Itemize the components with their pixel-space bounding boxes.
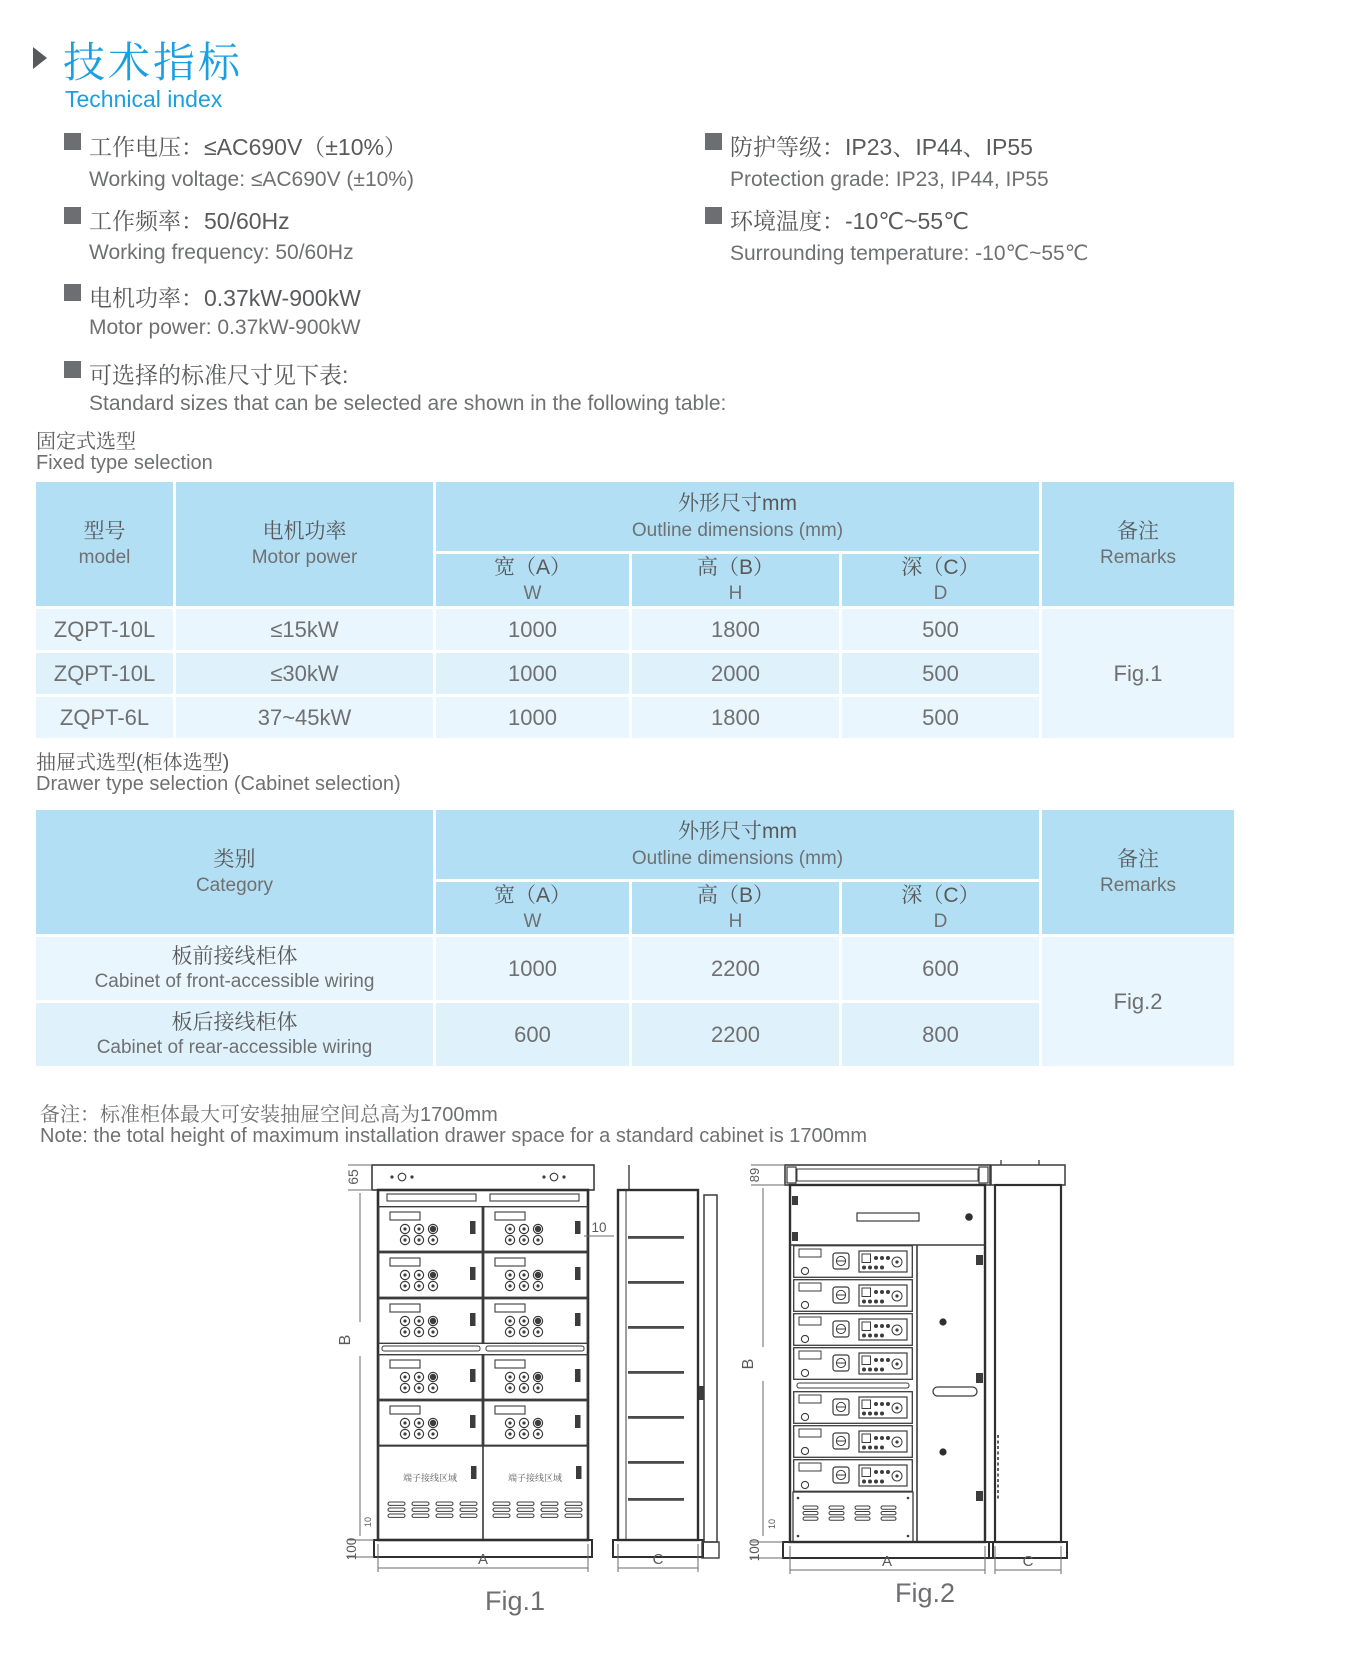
col-header-model	[36, 482, 176, 609]
fixed-type-table	[36, 482, 1237, 741]
fig2-drawing	[695, 1140, 1115, 1640]
table-cell-width: 600	[436, 1003, 632, 1069]
header-label-cn: 备注	[1117, 520, 1159, 543]
table-cell-model: ZQPT-10L	[36, 609, 176, 653]
bullet-square-icon	[64, 133, 81, 150]
table-cell-depth: 500	[842, 609, 1042, 653]
header-label-en: Outline dimensions (mm)	[631, 847, 844, 869]
header-label-en: Outline dimensions (mm)	[631, 519, 844, 541]
table-cell-height: 1800	[632, 697, 842, 741]
dim-label-C: C	[652, 1551, 664, 1568]
fig1-caption: Fig.1	[484, 1586, 546, 1616]
col-header-remarks	[1042, 810, 1237, 937]
dim-label-B: B	[740, 1358, 757, 1370]
fig2-vent-area	[793, 1492, 913, 1542]
header-label-cn: 类别	[213, 848, 256, 871]
fixed-section-title-en: Fixed type selection	[36, 452, 213, 474]
table-cell-depth: 500	[842, 697, 1042, 741]
page-subtitle: Technical index	[65, 86, 223, 112]
terminal-area-label: 端子接线区域	[402, 1473, 458, 1483]
note-en: Note: the total height of maximum installation drawer space for a standard cabinet is 1700mm	[40, 1125, 868, 1147]
category-cn: 板后接线柜体	[171, 1011, 298, 1035]
header-label-cn: 电机功率	[262, 520, 347, 543]
fig1-side-view	[613, 1165, 703, 1557]
header-label-cn: 外形尺寸mm	[678, 820, 797, 844]
dim-label-89: 89	[747, 1167, 762, 1183]
header-label-en: Motor power	[251, 547, 358, 569]
spec-motor-power-en: Motor power: 0.37kW-900kW	[89, 316, 361, 339]
table-cell-height: 2200	[632, 1003, 842, 1069]
fig2-front-view	[783, 1165, 993, 1558]
drawer-type-table	[36, 810, 1237, 1069]
header-label-cn: 深（C）	[901, 556, 980, 579]
drawer-section-title-cn: 抽屉式选型(柜体选型)	[36, 752, 230, 774]
header-label-cn: 外形尺寸mm	[678, 492, 797, 516]
header-label-en: D	[933, 911, 948, 933]
header-label-en: W	[523, 911, 542, 933]
col-header-remarks	[1042, 482, 1237, 609]
bullet-square-icon	[64, 284, 81, 301]
dim-label-10-small: 10	[363, 1516, 373, 1528]
title-arrow-icon	[33, 47, 47, 69]
table-cell-power: 37~45kW	[176, 697, 436, 741]
spec-voltage-cn: 工作电压：≤AC690V（±10%）	[89, 134, 407, 160]
bullet-square-icon	[705, 133, 722, 150]
header-label-en: H	[728, 911, 743, 933]
table-cell-category	[36, 937, 436, 1003]
header-label-en: Remarks	[1099, 547, 1176, 569]
dim-label-65: 65	[345, 1169, 361, 1185]
fig2-dimensions	[751, 1165, 1061, 1574]
header-label-en: Remarks	[1099, 875, 1176, 897]
header-label-cn: 宽（A）	[493, 884, 571, 907]
dim-label-100: 100	[344, 1537, 359, 1561]
col-header-width	[436, 554, 632, 609]
spec-temperature-en: Surrounding temperature: -10℃~55℃	[730, 242, 1089, 265]
dim-label-10-top: 10	[591, 1220, 607, 1235]
col-header-height	[632, 554, 842, 609]
table-cell-width: 1000	[436, 653, 632, 697]
header-label-cn: 高（B）	[696, 556, 774, 579]
page-title: 技术指标	[63, 39, 244, 86]
spec-voltage-en: Working voltage: ≤AC690V (±10%)	[89, 168, 414, 191]
header-label-cn: 型号	[83, 520, 126, 543]
col-header-depth	[842, 882, 1042, 937]
header-label-en: Category	[195, 875, 274, 897]
fig1-drawing	[330, 1140, 730, 1640]
header-label-en: model	[78, 547, 131, 569]
table-cell-depth: 500	[842, 653, 1042, 697]
fig2-side-view	[989, 1160, 1067, 1558]
spec-frequency-en: Working frequency: 50/60Hz	[89, 241, 354, 264]
table-cell-height: 1800	[632, 609, 842, 653]
category-en: Cabinet of front-accessible wiring	[94, 971, 375, 993]
table-cell-height: 2200	[632, 937, 842, 1003]
fig1-front-view	[372, 1165, 594, 1557]
note-cn: 备注：标准柜体最大可安装抽屉空间总高为1700mm	[40, 1104, 498, 1126]
dim-label-B: B	[337, 1334, 354, 1346]
drawer-section-title-en: Drawer type selection (Cabinet selection)	[36, 773, 401, 795]
dim-label-10-small: 10	[767, 1518, 777, 1530]
fig2-door-panel	[933, 1255, 983, 1501]
table-cell-model: ZQPT-6L	[36, 697, 176, 741]
table-cell-remark: Fig.1	[1042, 609, 1237, 741]
header-label-en: D	[933, 583, 948, 605]
col-header-outline-dimensions	[436, 482, 1042, 554]
spec-frequency-cn: 工作频率：50/60Hz	[89, 208, 290, 234]
header-label-cn: 深（C）	[901, 884, 980, 907]
fixed-section-title-cn: 固定式选型	[36, 431, 136, 453]
dim-label-A: A	[477, 1551, 489, 1568]
table-cell-width: 1000	[436, 609, 632, 653]
col-header-height	[632, 882, 842, 937]
table-cell-category	[36, 1003, 436, 1069]
spec-protection-en: Protection grade: IP23, IP44, IP55	[730, 168, 1049, 191]
table-cell-model: ZQPT-10L	[36, 653, 176, 697]
header-label-cn: 高（B）	[696, 884, 774, 907]
table-cell-width: 1000	[436, 697, 632, 741]
header-label-en: H	[728, 583, 743, 605]
col-header-motor-power	[176, 482, 436, 609]
spec-temperature-cn: 环境温度：-10℃~55℃	[730, 208, 969, 234]
table-cell-width: 1000	[436, 937, 632, 1003]
spec-motor-power-cn: 电机功率：0.37kW-900kW	[89, 285, 361, 311]
fig1-terminal-area	[378, 1446, 588, 1540]
spec-sizes-cn: 可选择的标准尺寸见下表:	[89, 362, 349, 388]
col-header-width	[436, 882, 632, 937]
col-header-depth	[842, 554, 1042, 609]
spec-sizes-en: Standard sizes that can be selected are shown in the following table:	[89, 392, 727, 415]
col-header-category	[36, 810, 436, 937]
header-label-cn: 备注	[1117, 848, 1159, 871]
fig2-rear-profile	[699, 1195, 719, 1558]
header-label-cn: 宽（A）	[493, 556, 571, 579]
table-cell-remark: Fig.2	[1042, 937, 1237, 1069]
table-cell-power: ≤30kW	[176, 653, 436, 697]
dim-label-A: A	[881, 1553, 893, 1570]
dim-label-100: 100	[747, 1538, 762, 1562]
fig2-caption: Fig.2	[894, 1578, 956, 1608]
table-cell-height: 2000	[632, 653, 842, 697]
table-cell-depth: 800	[842, 1003, 1042, 1069]
table-cell-power: ≤15kW	[176, 609, 436, 653]
category-cn: 板前接线柜体	[171, 945, 298, 969]
bullet-square-icon	[64, 207, 81, 224]
terminal-area-label: 端子接线区域	[507, 1473, 563, 1483]
category-en: Cabinet of rear-accessible wiring	[96, 1037, 373, 1059]
bullet-square-icon	[64, 361, 81, 378]
table-cell-depth: 600	[842, 937, 1042, 1003]
bullet-square-icon	[705, 207, 722, 224]
header-label-en: W	[523, 583, 542, 605]
spec-protection-cn: 防护等级：IP23、IP44、IP55	[730, 134, 1033, 160]
col-header-outline-dimensions	[436, 810, 1042, 882]
dim-label-C: C	[1022, 1553, 1034, 1570]
